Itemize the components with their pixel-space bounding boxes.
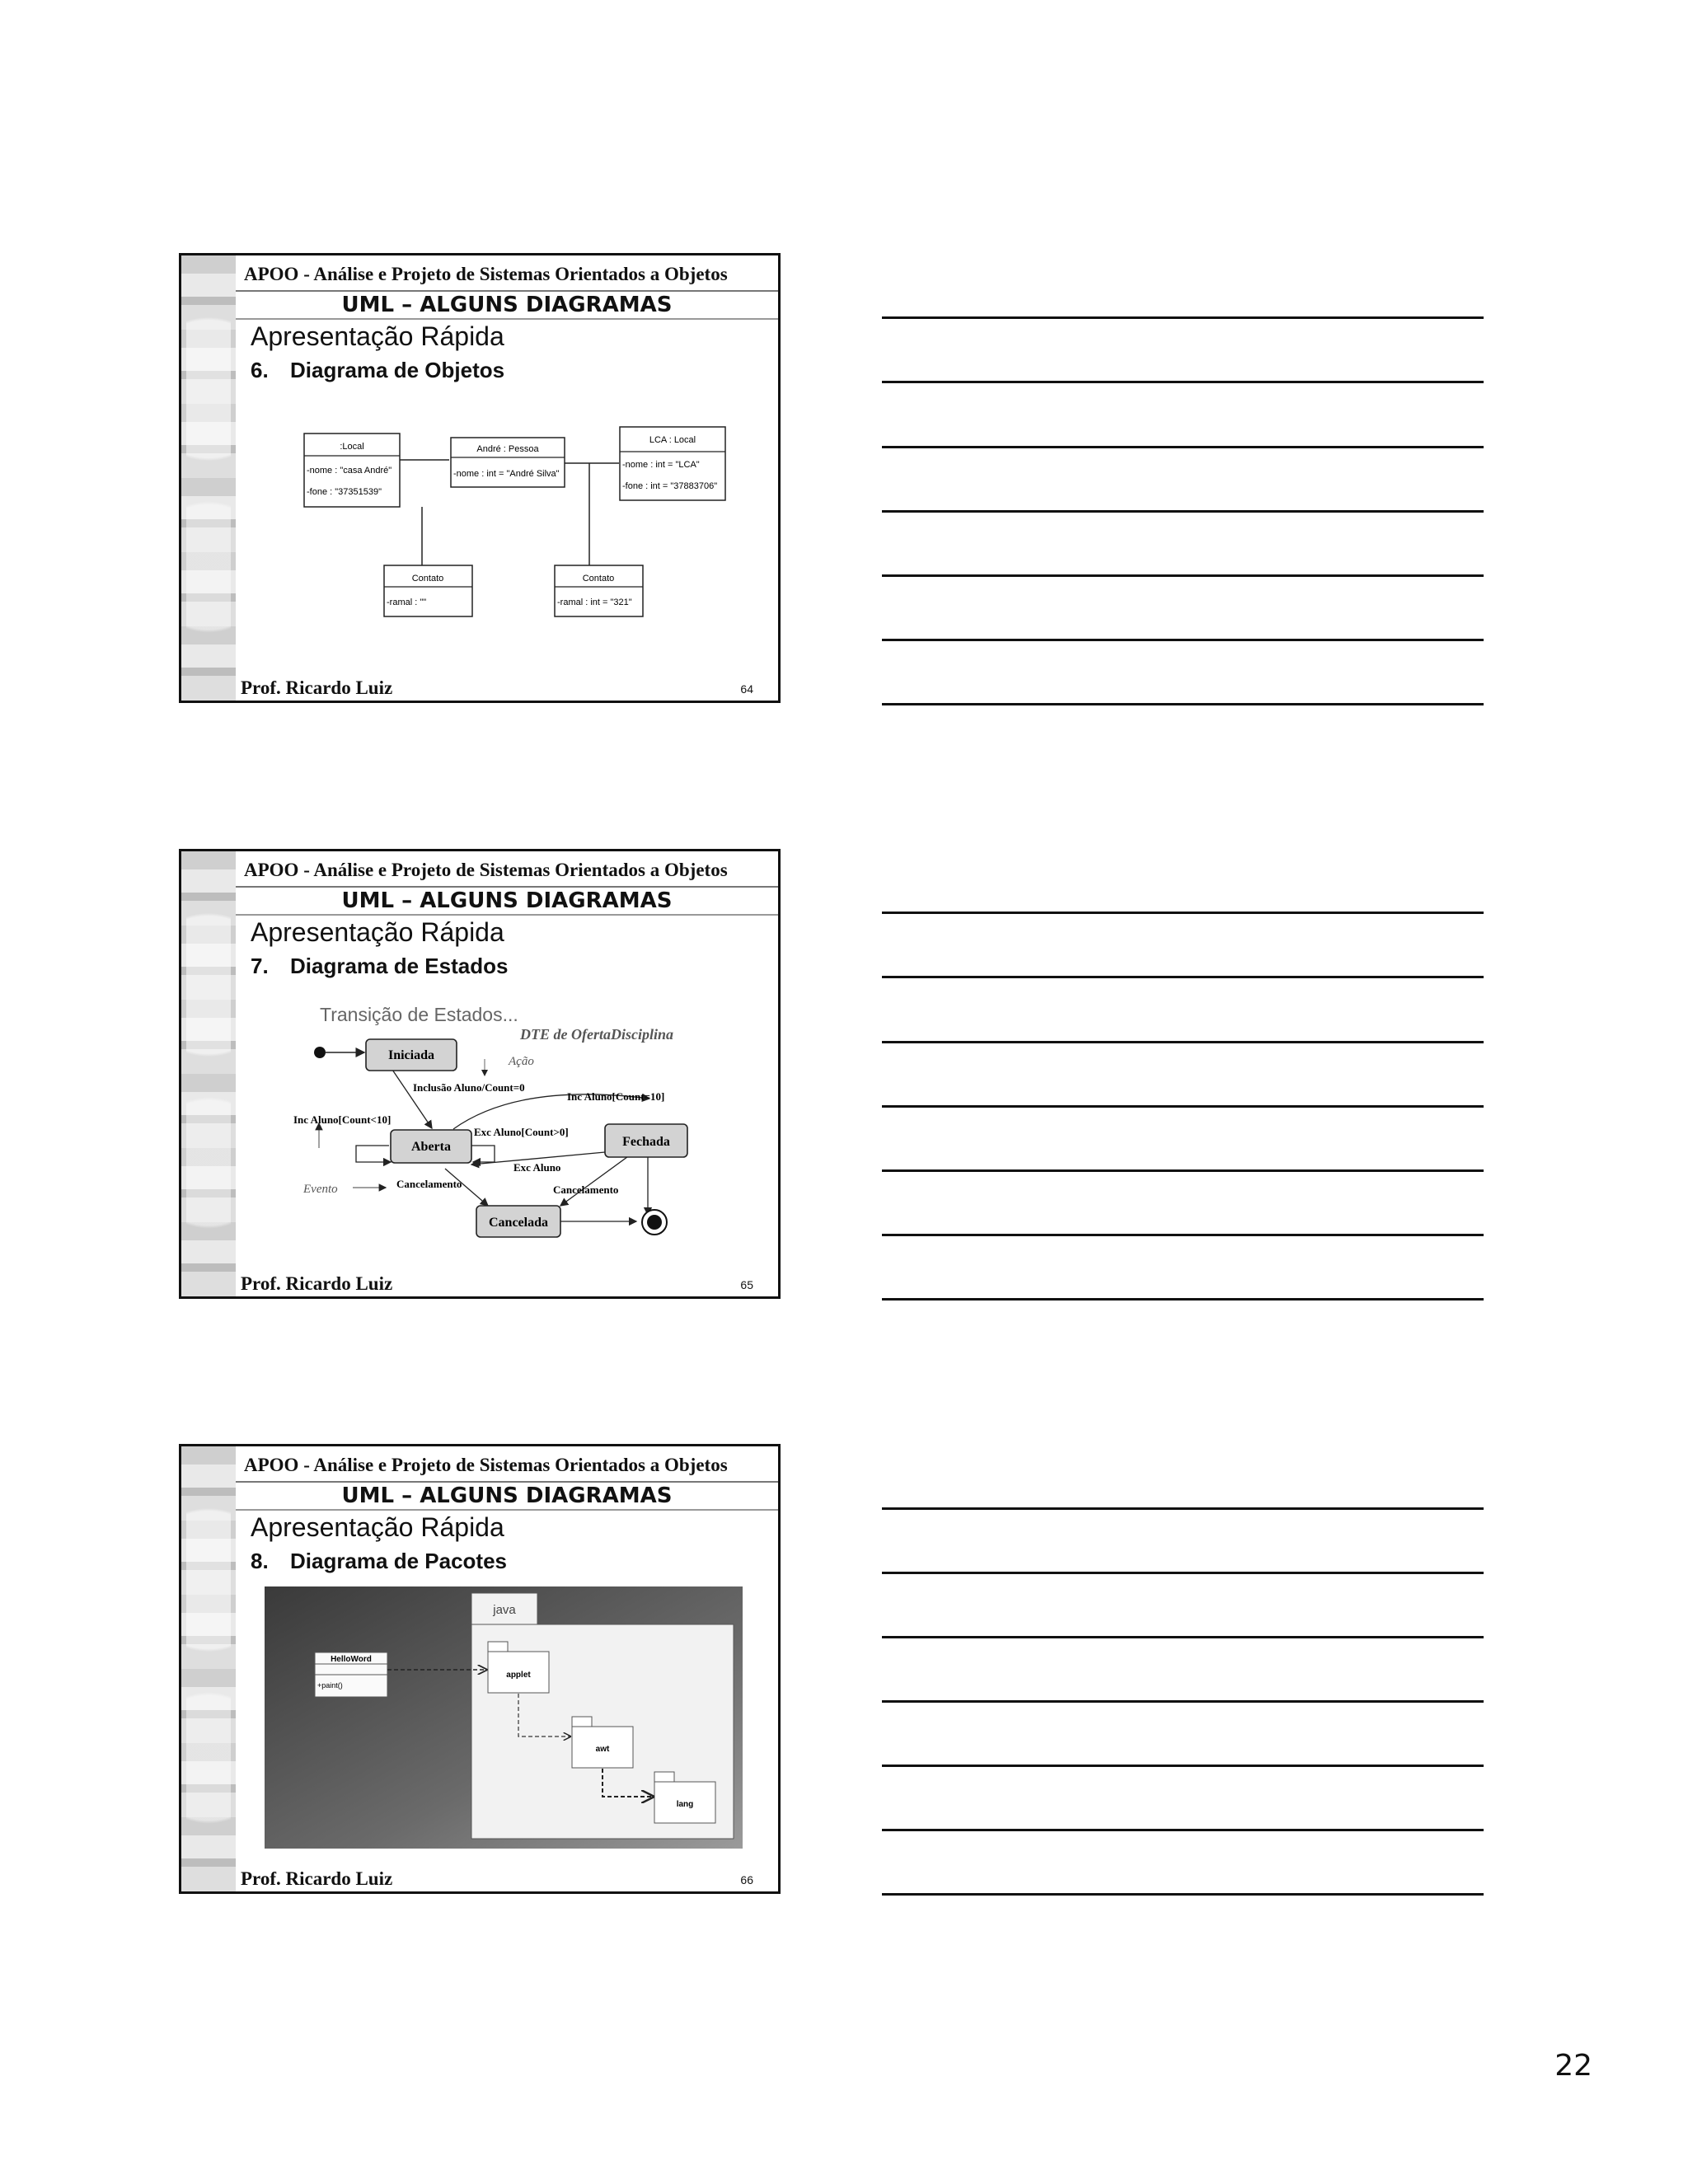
- course-title: APOO - Análise e Projeto de Sistemas Orientados a Objetos: [244, 1455, 728, 1475]
- object-lca-title: LCA : Local: [649, 435, 696, 445]
- action-label: Ação: [509, 1055, 534, 1068]
- final-state: [642, 1210, 667, 1235]
- class-helloword: [315, 1652, 387, 1697]
- object-diagram: [181, 255, 778, 701]
- transition-label: Exc Aluno: [513, 1161, 561, 1174]
- transition-label: Exc Aluno[Count>0]: [474, 1126, 569, 1138]
- course-title: APOO - Análise e Projeto de Sistemas Orientados a Objetos: [244, 264, 728, 284]
- slide-subtitle: Apresentação Rápida: [251, 917, 504, 947]
- state-label: Fechada: [622, 1135, 670, 1149]
- state-iniciada: [366, 1039, 457, 1071]
- event-label: Evento: [303, 1183, 338, 1196]
- note-line: [882, 1298, 1484, 1301]
- note-line: [882, 381, 1484, 383]
- note-line: [882, 703, 1484, 705]
- transition-arrow: [471, 1146, 495, 1162]
- note-line: [882, 1829, 1484, 1831]
- note-line: [882, 976, 1484, 978]
- slide-number: 66: [740, 1873, 753, 1886]
- note-line: [882, 1700, 1484, 1703]
- note-line: [882, 1105, 1484, 1108]
- state-label: Cancelada: [489, 1216, 548, 1230]
- package-diagram: [181, 1446, 778, 1891]
- object-local-attr: -fone : "37351539": [307, 487, 382, 497]
- object-lca-attr: -fone : int = "37883706": [622, 481, 718, 491]
- note-line: [882, 1507, 1484, 1510]
- package-label: java: [493, 1603, 516, 1617]
- object-contato-title: Contato: [582, 574, 615, 583]
- object-local: [304, 434, 400, 507]
- object-contato-1: [384, 565, 472, 616]
- note-line: [882, 912, 1484, 914]
- state-cancelada: [476, 1206, 560, 1237]
- note-line: [882, 639, 1484, 641]
- slide-subtitle: Apresentação Rápida: [251, 321, 504, 351]
- class-method: +paint(): [317, 1681, 343, 1690]
- transition-label: Cancelamento: [396, 1178, 462, 1190]
- note-line: [882, 1765, 1484, 1767]
- package-label: lang: [676, 1800, 694, 1809]
- author: Prof. Ricardo Luiz: [241, 1273, 393, 1294]
- note-line: [882, 1636, 1484, 1638]
- class-name: HelloWord: [331, 1655, 372, 1664]
- package-label: applet: [506, 1671, 531, 1680]
- object-contato-2: [555, 565, 643, 616]
- note-line: [882, 1234, 1484, 1236]
- transition-label: Cancelamento: [553, 1183, 619, 1196]
- state-label: Iniciada: [387, 1048, 435, 1062]
- course-title: APOO - Análise e Projeto de Sistemas Orientados a Objetos: [244, 860, 728, 880]
- transition-arrow: [356, 1146, 391, 1162]
- page-number: 22: [1554, 2049, 1592, 2083]
- note-line: [882, 1893, 1484, 1896]
- slide-subtitle: Apresentação Rápida: [251, 1512, 504, 1542]
- item-number: 7.: [251, 954, 269, 978]
- diagram-dte-label: DTE de OfertaDisciplina: [520, 1026, 673, 1043]
- section-title: UML – ALGUNS DIAGRAMAS: [236, 886, 778, 916]
- section-title: UML – ALGUNS DIAGRAMAS: [236, 1481, 778, 1511]
- package-label: awt: [595, 1745, 610, 1754]
- transition-arrow: [560, 1155, 631, 1206]
- item-title: Diagrama de Pacotes: [290, 1549, 508, 1573]
- note-line: [882, 1572, 1484, 1574]
- item-number: 6.: [251, 358, 269, 382]
- slide-number: 64: [740, 682, 753, 696]
- object-pessoa-attr: -nome : int = "André Silva": [453, 469, 560, 479]
- author: Prof. Ricardo Luiz: [241, 1868, 393, 1889]
- note-line: [882, 574, 1484, 577]
- slide-66: [179, 1444, 781, 1894]
- note-line: [882, 1169, 1484, 1172]
- object-lca-attr: -nome : int = "LCA": [622, 460, 700, 470]
- transition-label: Inclusão Aluno/Count=0: [413, 1081, 525, 1094]
- object-lca: [620, 427, 725, 500]
- item-title: Diagrama de Objetos: [290, 358, 505, 382]
- slide-number: 65: [740, 1278, 753, 1291]
- object-local-title: :Local: [340, 442, 364, 452]
- item-title: Diagrama de Estados: [290, 954, 509, 978]
- object-contato-title: Contato: [411, 574, 444, 583]
- state-aberta: [391, 1130, 471, 1163]
- note-line: [882, 510, 1484, 513]
- transition-label: Inc Aluno[Count=10]: [567, 1090, 665, 1103]
- initial-state: [314, 1047, 326, 1058]
- transition-arrow: [391, 1067, 432, 1128]
- object-pessoa-title: André : Pessoa: [476, 444, 539, 454]
- slide-65: [179, 849, 781, 1299]
- note-line: [882, 316, 1484, 319]
- item-number: 8.: [251, 1549, 269, 1573]
- object-contato-attr: -ramal : "": [387, 598, 427, 607]
- state-diagram: [181, 851, 778, 1296]
- section-title: UML – ALGUNS DIAGRAMAS: [236, 290, 778, 320]
- object-local-attr: -nome : "casa André": [307, 466, 392, 476]
- note-line: [882, 446, 1484, 448]
- object-contato-attr: -ramal : int = "321": [557, 598, 632, 607]
- state-fechada: [605, 1124, 687, 1157]
- object-pessoa: [451, 438, 565, 487]
- transition-label: Inc Aluno[Count<10]: [293, 1113, 392, 1126]
- slide-64: [179, 253, 781, 703]
- state-label: Aberta: [411, 1140, 451, 1154]
- note-line: [882, 1041, 1484, 1043]
- author: Prof. Ricardo Luiz: [241, 677, 393, 698]
- diagram-heading: Transição de Estados...: [320, 1004, 518, 1025]
